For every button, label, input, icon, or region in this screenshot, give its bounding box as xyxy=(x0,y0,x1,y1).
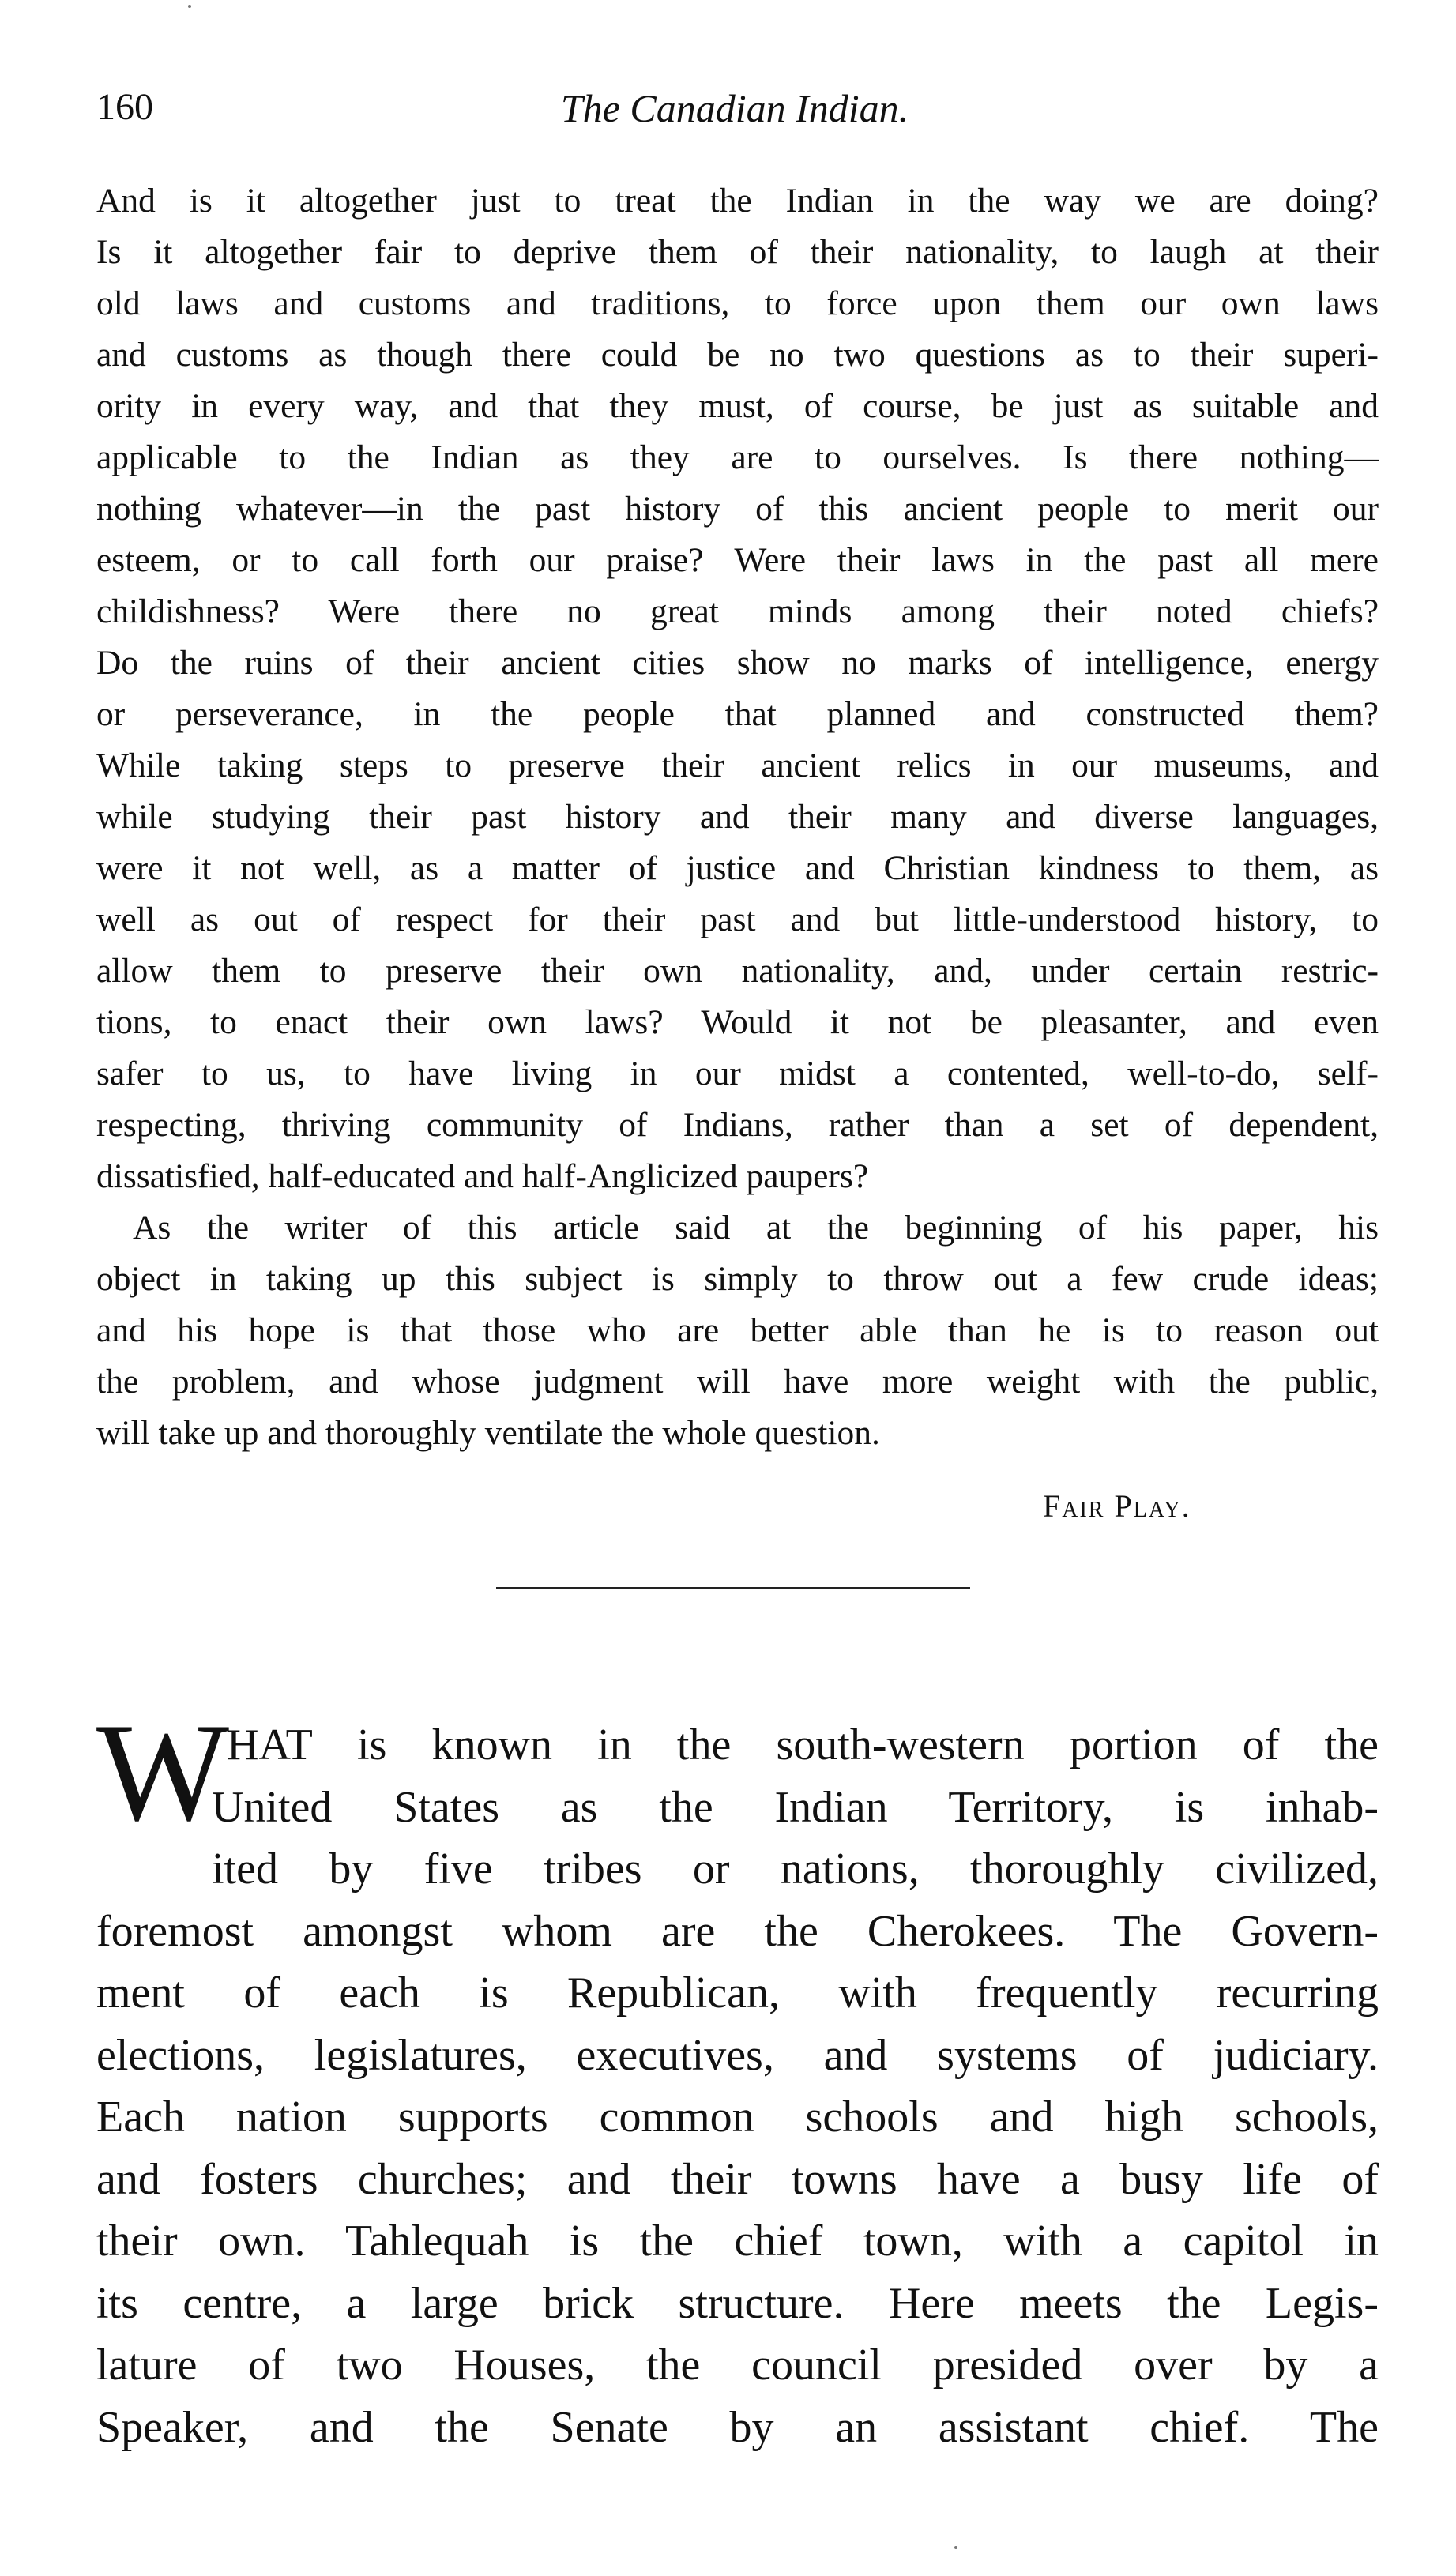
text-line: Do the ruins of their ancient cities show no marks of intelligence, energy xyxy=(96,644,1379,682)
text-line: object in taking up this subject is simply to throw out a few crude ideas; xyxy=(96,1260,1379,1298)
text-line: foremost amongst whom are the Cherokees. The Govern- xyxy=(96,1906,1379,1956)
text-line: dissatisfied, half-educated and half-Anglicized paupers? xyxy=(96,1157,869,1195)
drop-cap-letter: W xyxy=(96,1694,230,1850)
text-line: ited by five tribes or nations, thoroughly civilized, xyxy=(212,1845,1379,1893)
page-number: 160 xyxy=(96,86,153,128)
text-line: safer to us, to have living in our midst a contented, well-to-do, self- xyxy=(96,1055,1379,1092)
text-line: Is it altogether fair to deprive them of their nationality, to laugh at their xyxy=(96,233,1379,271)
text-line: were it not well, as a matter of justice and Christian kindness to them, as xyxy=(96,849,1379,887)
running-title: The Canadian Indian. xyxy=(560,86,909,130)
section-divider xyxy=(496,1587,970,1589)
text-line: and fosters churches; and their towns have a busy life of xyxy=(96,2154,1379,2204)
text-line: nothing whatever—in the past history of this ancient people to merit our xyxy=(96,490,1379,528)
text-line: And is it altogether just to treat the Indian in the way we are doing? xyxy=(96,182,1379,220)
text-line: respecting, thriving community of Indians, rather than a set of dependent, xyxy=(96,1106,1379,1144)
text-line: their own. Tahlequah is the chief town, with a capitol in xyxy=(96,2217,1379,2266)
page-speck xyxy=(188,5,191,8)
text-line: well as out of respect for their past and but little-understood history, to xyxy=(96,901,1379,938)
text-line: and his hope is that those who are better able than he is to reason out xyxy=(96,1311,1379,1349)
article-two-text xyxy=(96,1714,1379,2458)
text-line: its centre, a large brick structure. Here meets the Legis- xyxy=(96,2278,1379,2328)
text-line: While taking steps to preserve their ancient relics in our museums, and xyxy=(96,746,1379,784)
text-line: elections, legislatures, executives, and systems of judiciary. xyxy=(96,2030,1379,2080)
text-line: esteem, or to call forth our praise? Were their laws in the past all mere xyxy=(96,541,1379,579)
text-line: lature of two Houses, the council presided over by a xyxy=(96,2341,1379,2390)
text-line: HAT is known in the south-western portion of the xyxy=(227,1720,1379,1769)
text-line: ment of each is Republican, with frequently recurring xyxy=(96,1969,1379,2018)
text-line: childishness? Were there no great minds among their noted chiefs? xyxy=(96,592,1379,630)
text-line: while studying their past history and their many and diverse languages, xyxy=(96,798,1379,836)
text-line: the problem, and whose judgment will have more weight with the public, xyxy=(96,1363,1379,1401)
text-line: or perseverance, in the people that planned and constructed them? xyxy=(96,695,1379,733)
author-signature: Fair Play. xyxy=(1043,1488,1191,1524)
page-speck xyxy=(954,2546,957,2549)
text-line: tions, to enact their own laws? Would it not be pleasanter, and even xyxy=(96,1003,1379,1041)
paragraph-first-line: As the writer of this article said at the beginning of his paper, his xyxy=(133,1209,1379,1247)
text-line: old laws and customs and traditions, to force upon them our own laws xyxy=(96,284,1379,322)
text-line: Speaker, and the Senate by an assistant chief. The xyxy=(96,2402,1379,2452)
text-line: Each nation supports common schools and high schools, xyxy=(96,2093,1379,2142)
article-one-text xyxy=(96,175,1379,1459)
text-line: applicable to the Indian as they are to ourselves. Is there nothing— xyxy=(96,438,1379,476)
text-line: and customs as though there could be no two questions as to their superi- xyxy=(96,336,1379,374)
text-line: United States as the Indian Territory, is inhab- xyxy=(212,1782,1379,1832)
text-line: ority in every way, and that they must, of course, be just as suitable and xyxy=(96,387,1379,425)
text-line: allow them to preserve their own nationality, and, under certain restric- xyxy=(96,952,1379,990)
text-line: will take up and thoroughly ventilate the whole question. xyxy=(96,1414,880,1452)
